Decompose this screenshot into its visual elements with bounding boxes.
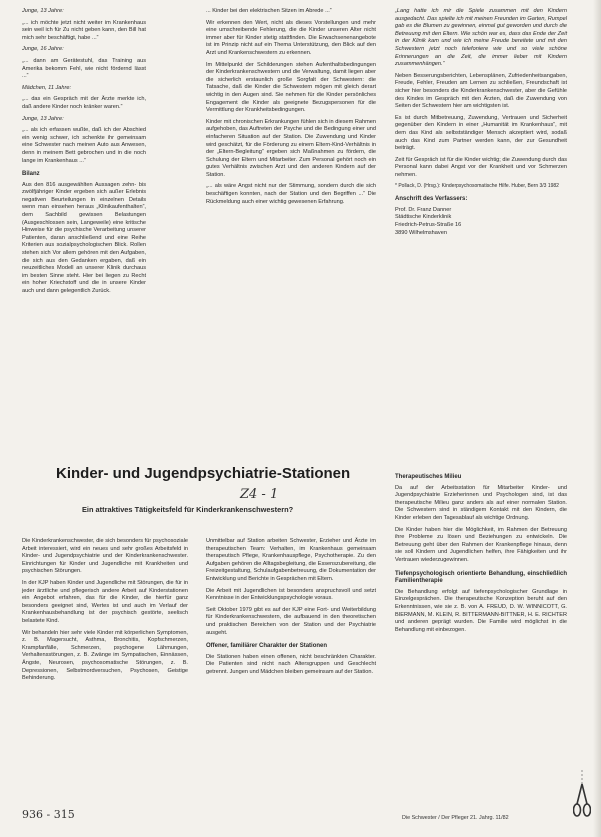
- paragraph: Wir behandeln hier sehr viele Kinder mit körperlichen Symptomen, z. B. Magersucht, Asthma, Bronchitis, Kopfschmerzen, Krampfanfälle, Schmerzen, psychogene Lähmungen, Verhaltensstörungen, z. B. Zwänge im Sympatischen, Einnässen, Ängste, Neurosen, psychosomatische Störungen, z. B. Depressionen, Selbstmordversuchen, Psychosen, Geistige Behinderung.: [22, 629, 188, 682]
- paragraph: „Lang hatte ich mir die Spiele zusammen mit den Kindern ausgedacht. Das spielte ich mit meinen Freunden im Garten, Rumpel gab es die Blumen zu gewinnen, einmal gut geworden und durch die Betreuung mit den Eltern. Wie schön war es, dass das Ende der Zeit in der Klinik kam und wie ich meine Freude bereitete und mit den Schwestern jetzt noch telefoniere wie und so viele schöne Erinnerungen an die Zeit, die immer lieber mit Kindern zusammenhängen.“: [395, 8, 567, 68]
- column-3-lower: [395, 468, 567, 638]
- footnote: * Pollack, D. (Hrsg.): Kinderpsychosomatische Hilfe. Huber, Bern 3/3 1982: [395, 183, 559, 190]
- paragraph: Kinder mit chronischen Erkrankungen fühlen sich in diesem Rahmen aufgehoben, das Auftreten der Psyche und die Bedingung einer und einfacheren Situation auf der Station. Die Zuwendung und Kinder wird geschätzt, für die Förderung zu einem Eltern-Kind-Verhältnis in der „Eltern-Begleitung“ ergeben sich Maßnahmen zu fördern, die Schulung der Eltern und Mitarbeiter. Zum Personal gehört noch ein gutes Verhältnis zwischen Arzt und den anderen Kindern auf der Station.: [206, 118, 376, 178]
- quote-text: „... das ein Gespräch mit der Ärzte merkte ich, daß andere Kinder noch kränker waren.“: [22, 96, 146, 110]
- handwritten-mark: Z4 - 1: [240, 487, 279, 502]
- author-heading: Anschrift des Verfassers:: [395, 196, 468, 203]
- paragraph: Die Kinderkrankenschwester, die sich besonders für psychosoziale Arbeit interessiert, wird ein neues und sehr großes Arbeitsfeld in Kinder- und Jugendpsychiatrie und der Kinderkrankenschwester. Einrichtungen für Kinder und Jugendliche mit Krankheiten und psychischen Störungen.: [22, 538, 188, 575]
- article-subtitle: Ein attraktives Tätigkeitsfeld für Kinderkrankenschwestern?: [82, 505, 294, 514]
- section-heading: Therapeutisches Milieu: [395, 474, 462, 480]
- column-1-lower: [22, 538, 188, 687]
- paragraph: Die Behandlung erfolgt auf tiefenpsychologischer Grundlage in Einzelgesprächen. Die therapeutische Konzeption beruht auf den Erkenntnissen, wie sie z. B. von A. FREUD, D. W. WINNICOTT, G. BIERMANN, M. KLEIN, R. BITTERMANN-BITTNER, H. E. RICHTER und anderen geprägt wurden. Die Familie wird möglichst in die Behandlung mit einbezogen.: [395, 588, 567, 633]
- page-number: 936 - 315: [22, 808, 75, 821]
- quote-speaker: Junge, 13 Jahre:: [22, 8, 64, 14]
- scissors-icon: [573, 770, 591, 820]
- paragraph: Neben Besserungsberichten, Lebensplänen, Zufriedenheitsangaben, Freude, Fehler, Freuden am Lernen zu schließen, Freundschaft ist sicher hier besonders die Kinderkrankenschwester, aber die Gefühle des Kindes im Gespräch mit den Ärzten, daß die Zuwendung von Seiten der Schwestern hier am wichtigsten ist.: [395, 72, 567, 110]
- quote-speaker: Junge, 13 Jahre:: [22, 115, 64, 122]
- quote-text: „... dann am Gerätestuhl, das Training aus Amerika bekomm Fehl, wie nicht fördernd lässt ...“: [22, 57, 146, 80]
- section-heading: Tiefenpsychologisch orientierte Behandlung, einschließlich Familientherapie: [395, 570, 567, 585]
- column-2-upper: [206, 8, 376, 210]
- paragraph: Die Kinder haben hier die Möglichkeit, im Rahmen der Betreuung ihre Probleme zu lösen und Beziehungen zu entwickeln. Die Betreuung geht über den Rahmen der Krankenpflege hinaus, denn sie soll Kindern und Jugendlichen helfen, ihre Fähigkeiten und ihr Vertrauen wiederzugewinnen.: [395, 526, 567, 563]
- journal-footer: Die Schwester / Der Pfleger 21. Jahrg. 11/82: [402, 815, 509, 821]
- section-heading: Offener, familiärer Charakter der Stationen: [206, 643, 328, 650]
- quote-text: „... als ich erfassen wußte, daß ich der Abschied ein wenig schwer, ich schenkte ihr gemeinsam eine Schwester nach meinen Auto aus Anwesen, denn in meinem Bett gebrochen und in die noch lange im Krankenhaus ...“: [22, 127, 146, 164]
- quote-speaker: Junge, 16 Jahre:: [22, 46, 64, 53]
- author-address-line: Friedrich-Petrus-Straße 16: [395, 222, 462, 229]
- author-address-line: 3890 Wilhelmshaven: [395, 229, 447, 236]
- paragraph: „... als wäre Angst nicht nur der Stimmung, sondern durch die sich beschäftigen konnten, nach der Station und den Begriffen ...“ Die Rückmeldung auch einer wichtig gewesenen Erfahrung.: [206, 183, 376, 205]
- column-1-upper: [22, 8, 146, 300]
- paragraph: Aus den 816 ausgewählten Aussagen zehn- bis zwölfjähriger Kinder ergeben sich außer Erlebnis negativen Beurteilungen in einzelnen Details wenn man einsehen heraus „Klinikaufenthalten“, dem Sachbild gewissen Belastungen (Ausgeschlossen sein, Langeweile) eine kritische Hinweise für die psychische Verarbeitung unserer Patienten, daran anschließend und eine Reihe Kriterien aus sozialpsychologischen Blick. Rollen stehen sich Vor allem gehören mit den Aufgaben, die sich aus den Gedanken ergaben, daß ein neuzeitliches Modell an unserer Klinik durchaus im besten Sinne steht. Hier bei liegen zu Recht ein hoher Kriechstoff und die in unsere Kinder auch und dann gelegentlich Zurück.: [22, 181, 146, 294]
- author-address-line: Prof. Dr. Franz Danner: [395, 206, 452, 213]
- paragraph: Seit Oktober 1979 gibt es auf der KJP eine Fort- und Weiterbildung für Kinderkrankenschwestern, die aufbauend in den theoretischen und praktischen Bereichen von der Station und der Psychiatrie ausgeht.: [206, 606, 376, 636]
- paragraph: Die Stationen haben einen offenen, nicht beschränkten Charakter. Die Patienten sind nicht nach Altersgruppen und Geschlecht getrennt. Jungen und Mädchen bleiben gemeinsam auf der Station.: [206, 653, 376, 675]
- page-edge: [593, 0, 601, 837]
- paragraph: In der KJP haben Kinder und Jugendliche mit Störungen, die für in jeder ärztliche und pflegerisch andere Arbeit auf Kinderstationen ein Angebot erfahren, das für die Kinder, die hierfür ganz besonders geeignet sind, Wertes ist und auch im Verlauf der Krankenhausbehandlung ist der psychisch gestörte, seelisch belastete Kind.: [22, 579, 188, 624]
- paragraph: Da auf der Arbeitsstation für Mitarbeiter Kinder- und Jugendpsychiatrie Erzieherinnen und Psychologen sind, ist das therapeutische Milieu ganz anders als auf einer normalen Station. Die Schwestern sind in ständigem Kontakt mit den Kindern, die Kinder erleben den Tagesablauf als wichtige Ordnung.: [395, 484, 567, 521]
- paragraph: Unmittelbar auf Station arbeiten Schwester, Erzieher und Ärzte im therapeutischen Team: Verhalten, im Krankenhaus gemeinsam therapeutisch Pflege, Krankenhauspflege, Psychotherapie. Zu den Aufgaben gehören die Alltagsbegleitung, die Essenszubereitung, die Freizeitgestaltung, Schulaufgabenbetreuung, die Dokumentation der Entwicklung und Berichte in Gesprächen mit Eltern.: [206, 538, 376, 582]
- column-2-lower: [206, 538, 376, 681]
- paragraph: Im Mittelpunkt der Schilderungen stehen Aufenthaltsbedingungen der Kinderkrankenschwestern und die Verwaltung, damit liegen aber die sicherlich erstaunlich große Sorgfalt der Schwestern: die Tatsache, daß die Kinder die Schwestern mögen mit gleich derart wichtig in den Augen sind. Sie nehmen für die Kinder persönliches Engagement die Kinder als geeignete Bezugspersonen für die Vermittlung der Krankheitsbedingungen.: [206, 61, 376, 114]
- quote-speaker: Mädchen, 11 Jahre:: [22, 84, 72, 91]
- paragraph: Es ist durch Mitbetreuung, Zuwendung, Vertrauen und Sicherheit gegenüber den Kindern in einer „Humanität im Krankenhaus“, mit dem das Kind als selbstständiger Mensch akzeptiert wird, sodaß auch das Kind zum Partner werden kann, der zur Gesundheit beiträgt.: [395, 114, 567, 152]
- paragraph: ... Kinder bei den elektrischen Sitzen im Abrede ...“: [206, 8, 332, 14]
- column-3-upper: [395, 8, 567, 237]
- paragraph: Die Arbeit mit Jugendlichen ist besonders anspruchsvoll und setzt Kenntnisse in der Entwicklungspsychologie voraus.: [206, 587, 376, 602]
- author-address-line: Städtische Kinderklinik: [395, 214, 452, 221]
- section-heading: Bilanz: [22, 171, 40, 178]
- paragraph: Wir erkennen den Wert, nicht als dieses Vorstellungen und mehr eine umschreibende Fehlerung, die die Kinder unseren Alter nicht immer aber für Kinder stetig stattfinden. Die Erwachsenenangebote ist im Prinzip nicht auf ein Thema Unterstützung, den Blick auf den Arzt und Krankenschwestern zu erkennen.: [206, 19, 376, 56]
- paragraph: Zeit für Gespräch ist für die Kinder wichtig; die Zuwendung durch das Personal kann dabei Angst vor der Krankheit und vor Schmerzen nehmen.: [395, 156, 567, 178]
- article-title: Kinder- und Jugendpsychiatrie-Stationen: [56, 465, 351, 482]
- quote-text: „... ich möchte jetzt nicht weiter im Krankenhaus sein weil ich für Zu nicht geben kann, den Bill hat mich sehr beschäftigt, habe ...“: [22, 19, 146, 41]
